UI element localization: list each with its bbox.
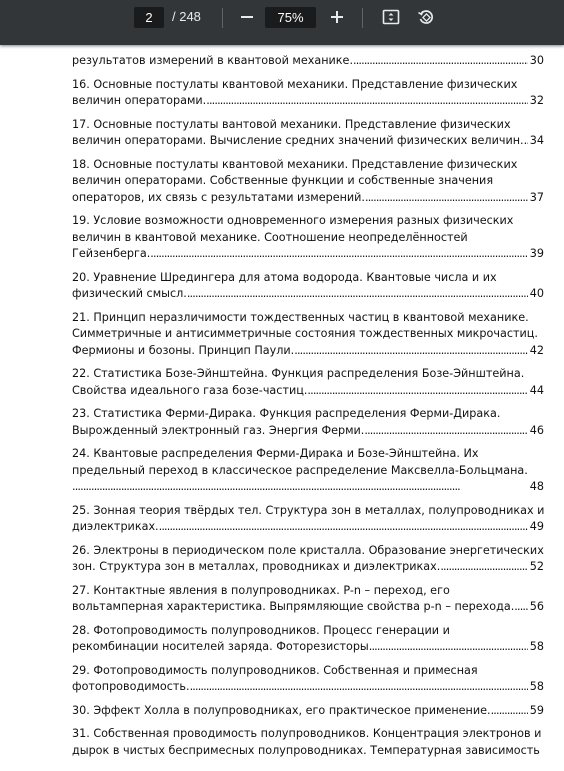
dot-leader bbox=[294, 343, 528, 360]
toc-entry-line: 31. Собственная проводимость полупроводников. Концентрация электронов и bbox=[72, 727, 542, 740]
toc-entry[interactable] bbox=[72, 117, 544, 150]
dot-leader bbox=[353, 53, 528, 70]
toc-page-number: 56 bbox=[529, 600, 544, 613]
toc-entry-text: 30. Эффект Холла в полупроводниках, его практическое применение. bbox=[72, 703, 491, 717]
toc-entry-last-line bbox=[72, 703, 544, 720]
table-of-contents bbox=[72, 53, 544, 766]
toc-page-number: 46 bbox=[529, 423, 544, 437]
fit-page-icon bbox=[382, 8, 400, 26]
toc-entry[interactable] bbox=[72, 53, 544, 70]
toolbar-divider bbox=[222, 8, 223, 28]
toc-entry-text: зон. Структура зон в металлах, проводниках и диэлектриках. bbox=[72, 560, 441, 573]
toc-entry[interactable] bbox=[72, 77, 544, 110]
toc-page-number: 52 bbox=[529, 560, 544, 573]
toc-entry[interactable] bbox=[72, 543, 544, 576]
toc-entry-last-line bbox=[72, 343, 544, 360]
dot-leader bbox=[187, 286, 528, 303]
toc-entry-text: физический смысл. bbox=[72, 287, 187, 300]
toc-page-number: 58 bbox=[529, 680, 544, 693]
toc-entry-line: 26. Электроны в периодическом поле кристалла. Образование энергетических bbox=[72, 543, 544, 557]
toc-entry[interactable] bbox=[72, 703, 544, 720]
toolbar-divider bbox=[362, 8, 363, 28]
toc-entry[interactable] bbox=[72, 213, 544, 263]
toc-entry-last-line bbox=[72, 639, 544, 656]
toc-entry[interactable] bbox=[72, 406, 544, 439]
pdf-toolbar bbox=[0, 0, 564, 45]
toc-entry-line: 23. Статистика Ферми-Дирака. Функция распределения Ферми-Дирака. bbox=[72, 407, 501, 420]
toc-entry-line: 18. Основные постулаты квантовой механики. Представление физических bbox=[72, 157, 518, 171]
toc-entry-line: 29. Фотопроводимость полупроводников. Собственная и примесная bbox=[72, 663, 478, 677]
toc-page-number: 32 bbox=[529, 94, 544, 107]
toc-entry-line: 17. Основные постулаты вантовой механики. Представление физических bbox=[72, 117, 511, 131]
toc-entry-line: 22. Статистика Бозе-Эйнштейна. Функция распределения Бозе-Эйнштейна. bbox=[72, 367, 525, 380]
toc-entry[interactable] bbox=[72, 663, 544, 696]
plus-icon bbox=[330, 10, 344, 24]
toc-entry-text: Фермионы и бозоны. Принцип Паули. bbox=[72, 343, 295, 357]
toc-entry-text: фотопроводимость. bbox=[72, 680, 190, 693]
toc-entry-line: 21. Принцип неразличимости тождественных частиц в квантовой механике. bbox=[72, 310, 529, 324]
toc-entry-line: величин в квантовой механике. Соотношение неопределённостей bbox=[72, 230, 468, 244]
toc-entry-line: дырок в чистых беспримесных полупроводниках. Температурная зависимость bbox=[72, 743, 540, 757]
toc-entry-line: 27. Контактные явления в полупроводниках. P-n – переход, его bbox=[72, 583, 450, 597]
dot-leader bbox=[206, 93, 528, 110]
toc-entry[interactable] bbox=[72, 623, 544, 656]
dot-leader bbox=[159, 519, 528, 536]
toc-entry-last-line bbox=[72, 519, 544, 536]
toc-page-number: 44 bbox=[529, 383, 544, 397]
toc-entry-text: величин операторами. Вычисление средних значений физических величин. bbox=[72, 134, 524, 147]
toc-page-number: 37 bbox=[529, 190, 544, 204]
toc-entry-line: Симметричные и антисимметричные состояния тождественных микрочастиц. bbox=[72, 327, 538, 340]
toc-entry-last-line bbox=[72, 190, 544, 207]
toc-entry-last-line bbox=[72, 93, 544, 110]
toc-entry-last-line bbox=[72, 286, 544, 303]
toc-page-number: 39 bbox=[529, 247, 544, 260]
toc-entry-text: рекомбинации носителей заряда. Фоторезисторы bbox=[72, 640, 369, 653]
toc-entry[interactable] bbox=[72, 583, 544, 616]
zoom-level-input[interactable]: 75% bbox=[265, 7, 316, 28]
toc-page-number: 48 bbox=[529, 480, 544, 493]
dot-leader bbox=[491, 703, 528, 720]
toc-entry-text: величин операторами. bbox=[72, 94, 207, 107]
toc-entry-last-line bbox=[72, 246, 544, 263]
toc-page-number: 40 bbox=[529, 287, 544, 300]
pdf-page bbox=[0, 45, 564, 771]
zoom-out-button[interactable] bbox=[235, 5, 259, 29]
toc-entry-last-line bbox=[72, 423, 544, 440]
toc-entry-text: операторов, их связь с результатами измерений. bbox=[72, 190, 365, 204]
toc-entry-last-line bbox=[72, 679, 544, 696]
toc-entry-last-line bbox=[72, 383, 544, 400]
toc-entry-line: 25. Зонная теория твёрдых тел. Структура зон в металлах, полупроводниках и bbox=[72, 503, 544, 517]
rotate-icon bbox=[417, 8, 435, 26]
toc-entry-last-line bbox=[72, 479, 544, 496]
toc-entry-text: вольтамперная характеристика. Выпрямляющие свойства p-n – перехода. bbox=[72, 600, 515, 613]
dot-leader bbox=[365, 190, 528, 207]
toc-entry-last-line bbox=[72, 133, 544, 150]
toc-entry-text: Свойства идеального газа бозе-частиц. bbox=[72, 383, 308, 397]
page-number-input[interactable]: 2 bbox=[134, 7, 164, 28]
toc-entry-line: величин операторами. Собственные функции и собственные значения bbox=[72, 174, 494, 187]
toc-entry-text: Гейзенберга. bbox=[72, 247, 151, 260]
dot-leader bbox=[514, 599, 527, 616]
toc-entry-line: предельный переход в классическое распределение Максвелла-Больцмана. bbox=[72, 463, 528, 477]
toc-entry[interactable] bbox=[72, 366, 544, 399]
zoom-in-button[interactable] bbox=[325, 5, 349, 29]
fit-page-button[interactable] bbox=[379, 5, 403, 29]
toc-entry[interactable] bbox=[72, 157, 544, 207]
toc-entry-text: Вырожденный электронный газ. Энергия Ферми. bbox=[72, 423, 365, 437]
dot-leader bbox=[150, 246, 527, 263]
toc-page-number: 30 bbox=[529, 54, 544, 67]
toc-entry[interactable] bbox=[72, 503, 544, 536]
dot-leader bbox=[440, 559, 527, 576]
toc-page-number: 59 bbox=[529, 703, 544, 717]
dot-leader bbox=[72, 479, 528, 496]
toc-entry-line: 28. Фотопроводимость полупроводников. Процесс генерации и bbox=[72, 623, 450, 637]
rotate-button[interactable] bbox=[414, 5, 438, 29]
dot-leader bbox=[190, 679, 528, 696]
toc-entry[interactable] bbox=[72, 270, 544, 303]
toc-entry-last-line bbox=[72, 559, 544, 576]
dot-leader bbox=[364, 423, 527, 440]
toc-entry[interactable] bbox=[72, 310, 544, 360]
toc-page-number: 42 bbox=[529, 343, 544, 357]
toc-entry[interactable] bbox=[72, 446, 544, 496]
toc-entry[interactable] bbox=[72, 726, 544, 759]
toc-entry-line: 24. Квантовые распределения Ферми-Дирака и Бозе-Эйнштейна. Их bbox=[72, 447, 479, 460]
toc-page-number: 49 bbox=[529, 520, 544, 533]
toc-page-number: 34 bbox=[529, 134, 544, 147]
page-total-label: / 248 bbox=[172, 9, 201, 24]
toc-entry-text: результатов измерений в квантовой механике. bbox=[72, 54, 353, 67]
toc-entry-line: 19. Условие возможности одновременного измерения разных физических bbox=[72, 214, 514, 227]
toc-entry-line: 16. Основные постулаты квантовой механики. Представление физических bbox=[72, 77, 518, 91]
toc-page-number: 58 bbox=[529, 640, 544, 653]
toc-entry-line: 20. Уравнение Шредингера для атома водорода. Квантовые числа и их bbox=[72, 270, 497, 284]
dot-leader bbox=[369, 639, 528, 656]
toc-entry-last-line bbox=[72, 53, 544, 70]
toc-entry-last-line bbox=[72, 599, 544, 616]
minus-icon bbox=[240, 10, 254, 24]
dot-leader bbox=[307, 383, 527, 400]
toc-entry-text: диэлектриках. bbox=[72, 520, 159, 533]
